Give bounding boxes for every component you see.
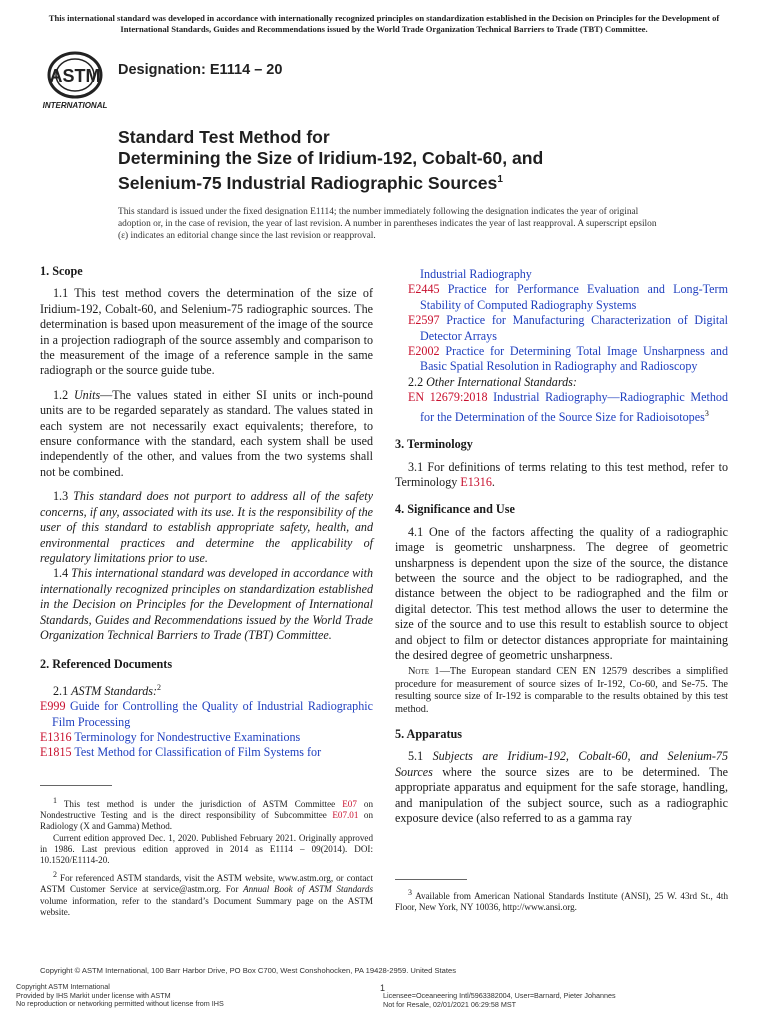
ref-e2445[interactable]: E2445 Practice for Performance Evaluation and Long-Term Stability of Computed Radiography Systems: [408, 282, 728, 312]
title-footnote-marker: 1: [497, 174, 503, 185]
astm-logo: [38, 50, 112, 110]
para-5-1: 5.1 Subjects are Iridium-192, Cobalt-60, and Selenium-75 Sources where the source sizes are to be determined. The appropriate apparatus and equipment for the safe storage, handling, and manipulation of the subject source, such as a radiographic exposure device (also referred to as a gamma ray: [395, 749, 728, 826]
link-e07-01[interactable]: E07.01: [332, 810, 359, 821]
section-1-heading: 1. Scope: [40, 264, 83, 278]
ref-en-12679[interactable]: EN 12679:2018 Industrial Radiography—Radiographic Method for the Determination of the Source Size for Radioisotopes$^3$: [408, 390, 729, 424]
para-2-1: 2.1 ASTM Standards:$^2$: [53, 682, 162, 698]
title-line-1: Standard Test Method for: [118, 127, 330, 147]
right-footnotes: [395, 887, 728, 913]
para-4-1: 4.1 One of the factors affecting the quality of a radiographic image is geometric unsharpness. The degree of geometric unsharpness is dependent upon the size of the source, the distance between the source and the object to be radiographed, and the distance between the object to be radiographed and the film or digital detector. This test method allows the user to determine the size of the source and to use this result to establish source to object and object to film or detector distances appropriate for maintaining the desired degree of geometric unsharpness.: [395, 524, 728, 662]
ref-e1815[interactable]: E1815 Test Method for Classification of Film Systems for: [40, 745, 322, 760]
para-1-1: 1.1 This test method covers the determination of the size of Iridium-192, Cobalt-60, and Selenium-75 radiographic sources. The determination is based upon measurement of the image of the source in a projection radiograph of the source assembly and comparison to the measurement of the image of a reference sample in the same radiograph or the source guide tube.: [40, 286, 373, 378]
page-number: 1: [380, 983, 386, 993]
ref-e2597[interactable]: E2597 Practice for Manufacturing Characterization of Digital Detector Arrays: [408, 313, 728, 343]
designation: Designation: E1114 – 20: [118, 62, 283, 78]
link-e07[interactable]: E07: [342, 799, 357, 810]
logo-subtext: INTERNATIONAL: [42, 101, 108, 110]
copyright-line: Copyright © ASTM International, 100 Barr Harbor Drive, PO Box C700, West Conshohocken, PA 19428-2959. United States: [40, 966, 457, 975]
footnote-divider-right: [395, 879, 467, 880]
section-3-heading: 3. Terminology: [395, 437, 473, 452]
footnote-1: $^1$ This test method is under the jurisdiction of ASTM Committee E07 on Nondestructive Testing and is the direct responsibility of Subcommittee E07.01 on Radiology (X and Gamma) Method.: [40, 796, 373, 832]
para-2-2: 2.2 Other International Standards:: [408, 374, 577, 389]
footnote-1-edition: Current edition approved Dec. 1, 2020. Published February 2021. Originally approved in 1986. Last previous edition approved in 2014 as E1114 – 09(2014). DOI: 10.1520/E1114-20.: [40, 832, 373, 866]
ref-e1316[interactable]: E1316 Terminology for Nondestructive Examinations: [40, 730, 301, 744]
title-line-2: Determining the Size of Iridium-192, Cobalt-60, and: [118, 148, 544, 168]
title-line-3: Selenium-75 Industrial Radiographic Sources$^1$: [118, 172, 503, 193]
right-column: [395, 267, 728, 826]
issuance-note: This standard is issued under the fixed designation E1114; the number immediately following the designation indicates the year of original adoption or, in the case of revision, the year of last revision. A number in parentheses indicates the year of last reapproval. A superscript epsilon (ε) indicates an editorial change since the last revision or reapproval.: [118, 207, 657, 241]
section-4-heading: 4. Significance and Use: [395, 502, 515, 517]
footnote-3: $^3$ Available from American National Standards Institute (ANSI), 25 W. 43rd St., 4th Floor, New York, NY 10036, http://www.ansi.org.: [395, 888, 728, 913]
ref-e2002[interactable]: E2002 Practice for Determining Total Image Unsharpness and Basic Spatial Resolution in Radiography and Radioscopy: [408, 344, 728, 374]
link-e1316[interactable]: E1316: [460, 474, 492, 489]
section-2-heading: 2. Referenced Documents: [40, 657, 173, 672]
ref-e999[interactable]: E999 Guide for Controlling the Quality of Industrial Radiographic Film Processing: [40, 699, 373, 729]
ref-e1815-continued[interactable]: Industrial Radiography: [420, 267, 532, 281]
license-info-right: Licensee=Oceaneering Intl/5963382004, User=Barnard, Pieter Johannes Not for Resale, 02/01/2021 06:29:58 MST: [383, 991, 616, 1009]
section-5-heading: 5. Apparatus: [395, 727, 463, 741]
para-1-4: 1.4 This international standard was developed in accordance with internationally recognized principles on standardization established in the Decision on Principles for the Development of International Standards, Guides and Recommendations issued by the World Trade Organization Technical Barriers to Trade (TBT) Committee.: [40, 566, 373, 642]
license-info-left: Copyright ASTM International Provided by IHS Markit under license with ASTM No reproduction or networking permitted without license from IHS: [16, 982, 224, 1009]
tbt-notice: This international standard was developed in accordance with internationally recognized principles on standardization established in the Decision on Principles for the Development of International Standards, Guides and Recommendations issued by the World Trade Organization Technical Barriers to Trade (TBT) Committee.: [48, 13, 720, 34]
document-title: [118, 127, 678, 194]
note-1: Note 1—The European standard CEN EN 12579 describes a simplified procedure for measurement of source sizes of Ir-192, Co-60, and Se-75. The resulting source size of Ir-192 is comparable to the results obtained by this test method.: [395, 666, 728, 715]
footnote-divider-left: [40, 785, 112, 786]
logo-text: ASTM: [49, 66, 101, 86]
footnote-2: $^2$ For referenced ASTM standards, visit the ASTM website, www.astm.org, or contact ASTM Customer Service at service@astm.org. For Annual Book of ASTM Standards volume information, refer to the standard’s Document Summary page on the ASTM website.: [40, 870, 373, 917]
para-1-2: 1.2 Units—The values stated in either SI units or inch-pound units are to be regarded separately as standard. The values stated in each system are not necessarily exact equivalents; therefore, to ensure conformance with the standard, each system shall be used independently of the other, and values from the two systems shall not be combined.: [40, 387, 374, 479]
left-footnotes: [40, 795, 373, 918]
para-3-1: 3.1 For definitions of terms relating to this test method, refer to Terminology E1316.: [395, 459, 728, 489]
left-column: [40, 260, 373, 761]
para-1-3: 1.3 This standard does not purport to address all of the safety concerns, if any, associated with its use. It is the responsibility of the user of this standard to establish appropriate safety, health, and environmental practices and determine the applicability of regulatory limitations prior to use.: [40, 489, 373, 565]
